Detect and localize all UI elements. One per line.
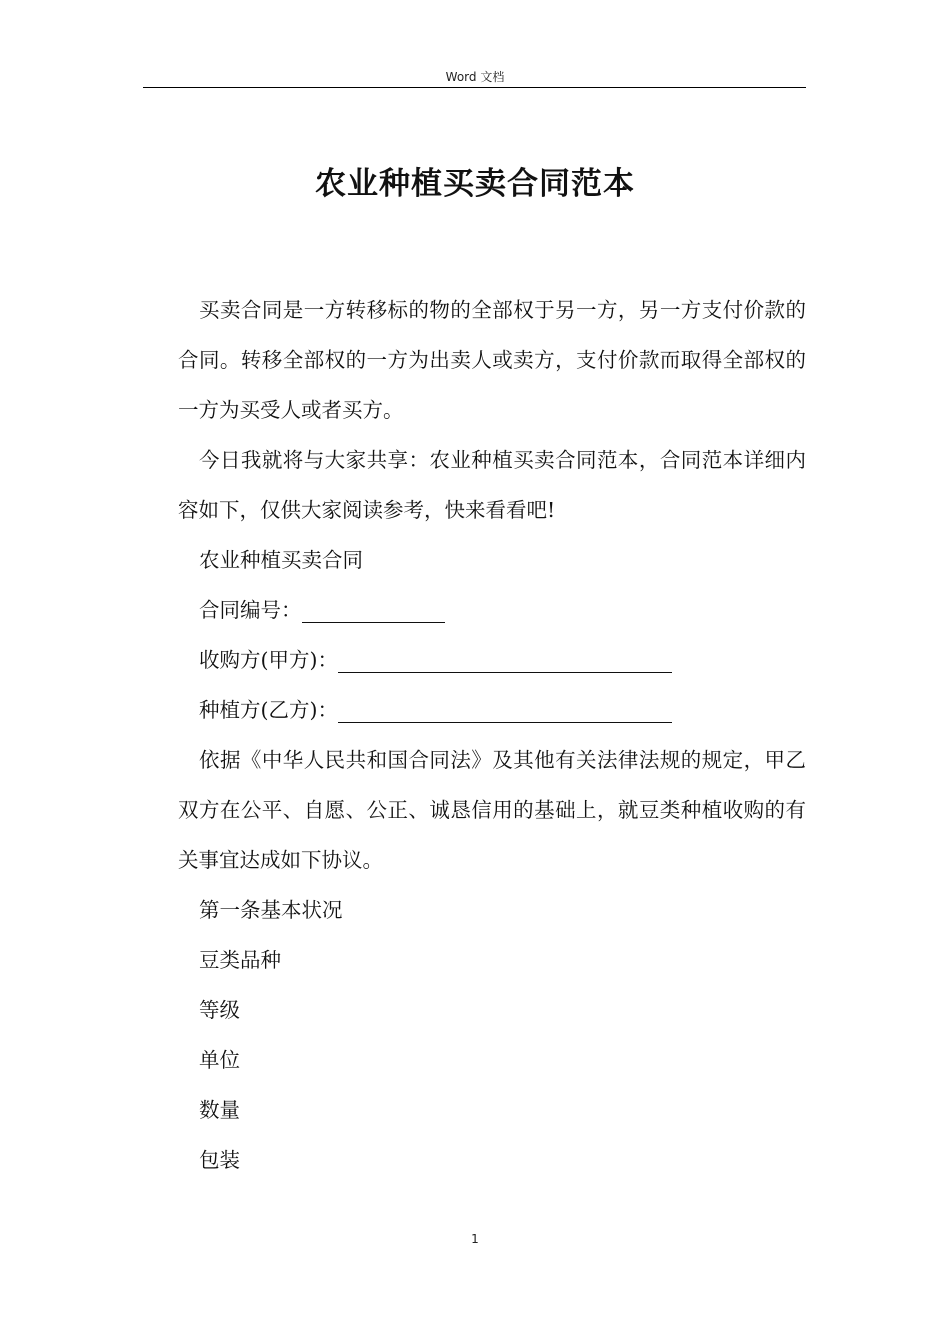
grower-blank [338, 700, 672, 723]
buyer-blank [338, 650, 672, 673]
grower-label: 种植方(乙方)： [199, 698, 338, 722]
contract-number-line [178, 585, 806, 635]
document-body [178, 285, 806, 1185]
document-title: 农业种植买卖合同范本 [315, 166, 635, 202]
article-1-heading: 第一条基本状况 [199, 898, 343, 922]
article-item: 包装 [199, 1148, 240, 1172]
article-item: 数量 [199, 1098, 240, 1122]
page-header-label: Word 文档 [445, 70, 505, 84]
intro-paragraph: 买卖合同是一方转移标的物的全部权于另一方，另一方支付价款的合同。转移全部权的一方为出卖人或卖方，支付价款而取得全部权的一方为买受人或者买方。 [178, 298, 806, 422]
page-number: 1 [471, 1232, 479, 1246]
buyer-line [178, 635, 806, 685]
share-paragraph: 今日我就将与大家共享：农业种植买卖合同范本，合同范本详细内容如下，仅供大家阅读参考，快来看看吧! [178, 448, 806, 522]
grower-line [178, 685, 806, 735]
article-item: 单位 [199, 1048, 240, 1072]
basis-paragraph: 依据《中华人民共和国合同法》及其他有关法律法规的规定，甲乙双方在公平、自愿、公正、诚恳信用的基础上，就豆类种植收购的有关事宜达成如下协议。 [178, 748, 806, 872]
contract-heading: 农业种植买卖合同 [199, 548, 363, 572]
article-item: 等级 [199, 998, 240, 1022]
header-divider [143, 87, 806, 88]
article-item: 豆类品种 [199, 948, 281, 972]
buyer-label: 收购方(甲方)： [199, 648, 338, 672]
contract-number-label: 合同编号： [199, 598, 302, 622]
contract-number-blank [302, 600, 445, 623]
